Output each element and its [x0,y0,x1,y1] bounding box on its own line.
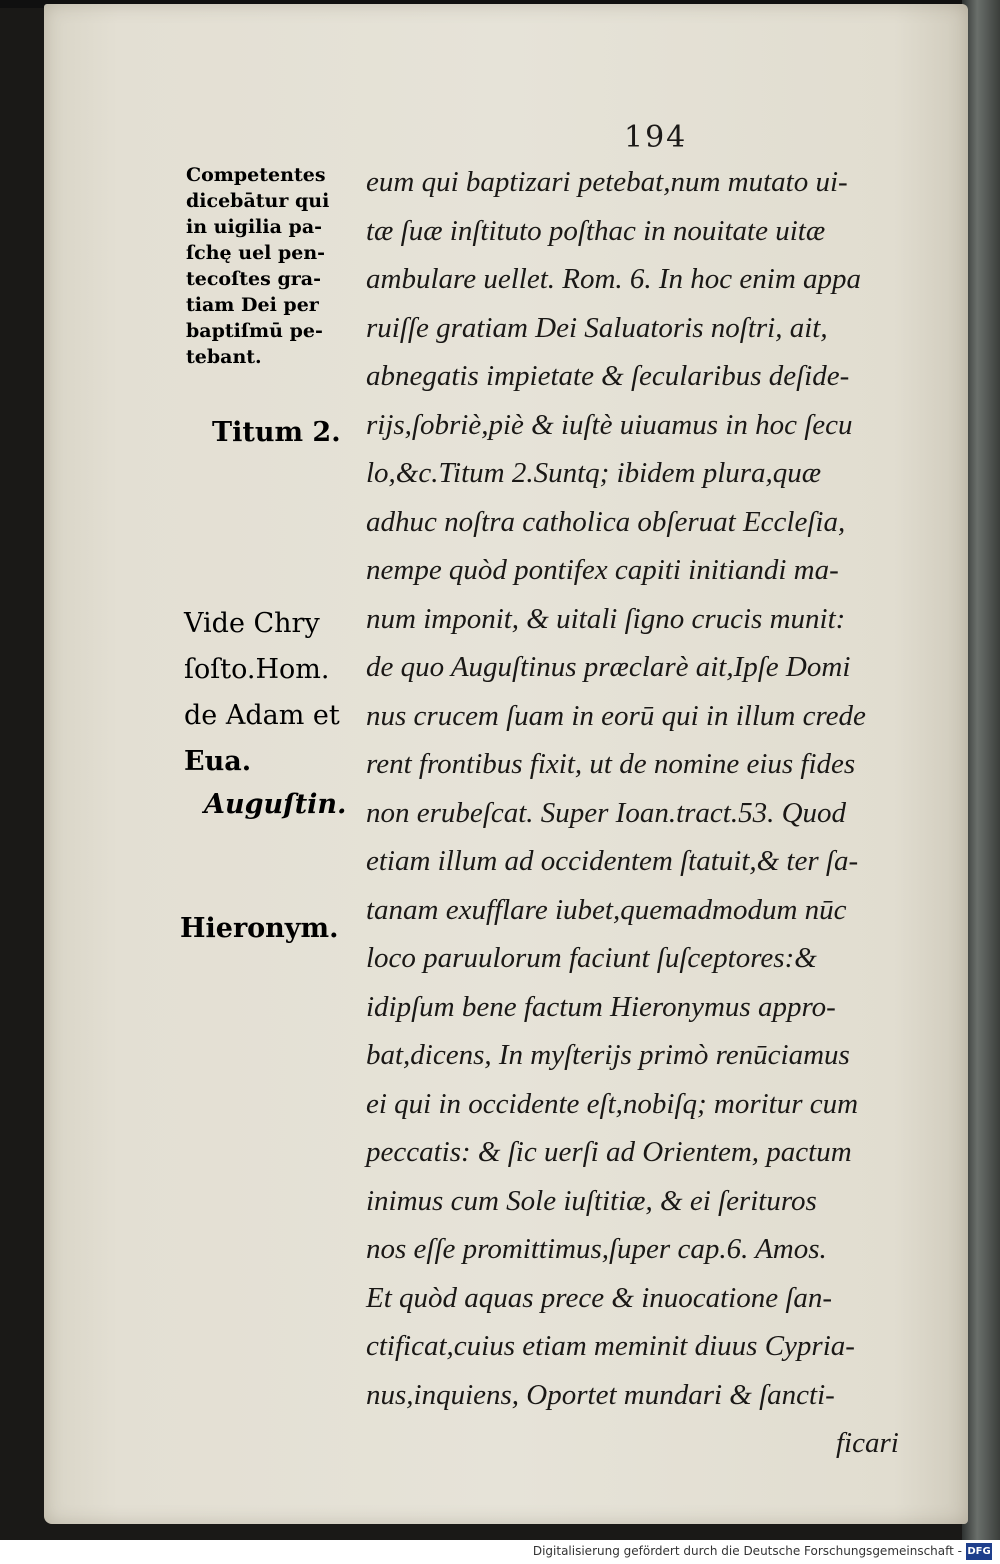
text-line: nus,inquiens, Oportet mundari & ſancti- [366,1378,835,1411]
footer-credit: Digitalisierung gefördert durch die Deutsche Forschungsgemeinschaft - [532,1544,962,1558]
text-line: de quo Auguſtinus præclarè ait,Ipſe Domi [366,651,851,683]
text-line: ctificat,cuius etiam meminit diuus Cypria- [366,1330,855,1362]
text-line: lo,&c.Titum 2.Suntq; ibidem plura,quæ [366,457,822,489]
text-line: ambulare uellet. Rom. 6. In hoc enim appa [366,263,862,295]
margin-note-line: baptiſmū pe- [186,320,323,342]
margin-note-line: ſoſto.Hom. [184,654,330,685]
margin-note-augustin: Auguſtin. [204,789,347,820]
text-line: num imponit, & uitali ſigno crucis munit: [366,602,846,635]
text-line: nus crucem ſuam in eorū qui in illum crede [366,699,866,732]
text-line: loco paruulorum faciunt ſuſceptores:& [366,942,817,974]
margin-note-line: Vide Chry [184,608,320,639]
text-line: eum qui baptizari petebat,num mutato ui- [366,166,848,198]
text-line: Et quòd aquas prece & inuocatione ſan- [366,1281,833,1314]
text-line: etiam illum ad occidentem ſtatuit,& ter ſa- [366,845,859,877]
margin-note-line: tebant. [186,346,262,368]
catchword: ficari [836,1427,899,1459]
text-line: adhuc noſtra catholica obſeruat Eccleſia, [366,505,846,538]
footer-bar [0,1540,1000,1564]
text-line: bat,dicens, In myſterijs primò renūciamus [366,1039,850,1071]
dfg-logo: DFG [966,1543,992,1560]
margin-note-line: Competentes [186,164,326,186]
text-line: rijs,ſobriè,piè & iuſtè uiuamus in hoc ſecu [366,408,853,441]
margin-note-line: tecoſtes gra- [186,268,321,290]
text-line: peccatis: & ſic uerſi ad Orientem, pactum [366,1136,852,1168]
margin-note-line: ſchę uel pen- [186,242,326,264]
page-number: 194 [624,120,688,155]
text-line: rent frontibus fixit, ut de nomine eius fides [366,748,856,780]
text-line: nos eſſe promittimus,ſuper cap.6. Amos. [366,1233,827,1265]
margin-note-hieronym: Hieronym. [180,913,339,944]
margin-note-line: in uigilia pa- [186,216,323,238]
margin-note-line: de Adam et [184,700,340,731]
text-line: inimus cum Sole iuſtitiæ, & ei ſerituros [366,1184,817,1217]
text-line: ei qui in occidente eſt,nobiſq; moritur cum [366,1087,859,1120]
text-line: tanam exufflare iubet,quemadmodum nūc [366,893,847,926]
text-line: abnegatis impietate & ſecularibus deſide- [366,360,850,392]
text-line: ruiſſe gratiam Dei Saluatoris noſtri, ait, [366,311,828,344]
margin-note-line: tiam Dei per [186,294,319,316]
margin-note-line: Eua. [184,746,252,777]
margin-note-line: dicebātur qui [186,190,330,212]
text-line: idipſum bene factum Hieronymus appro- [366,990,836,1023]
text-line: tæ ſuæ inſtituto poſthac in nouitate uitæ [366,214,826,247]
text-line: non erubeſcat. Super Ioan.tract.53. Quod [366,796,847,829]
margin-note-titum: Titum 2. [212,417,341,448]
main-text [366,158,951,1468]
text-line: nempe quòd pontifex capiti initiandi ma- [366,554,839,586]
